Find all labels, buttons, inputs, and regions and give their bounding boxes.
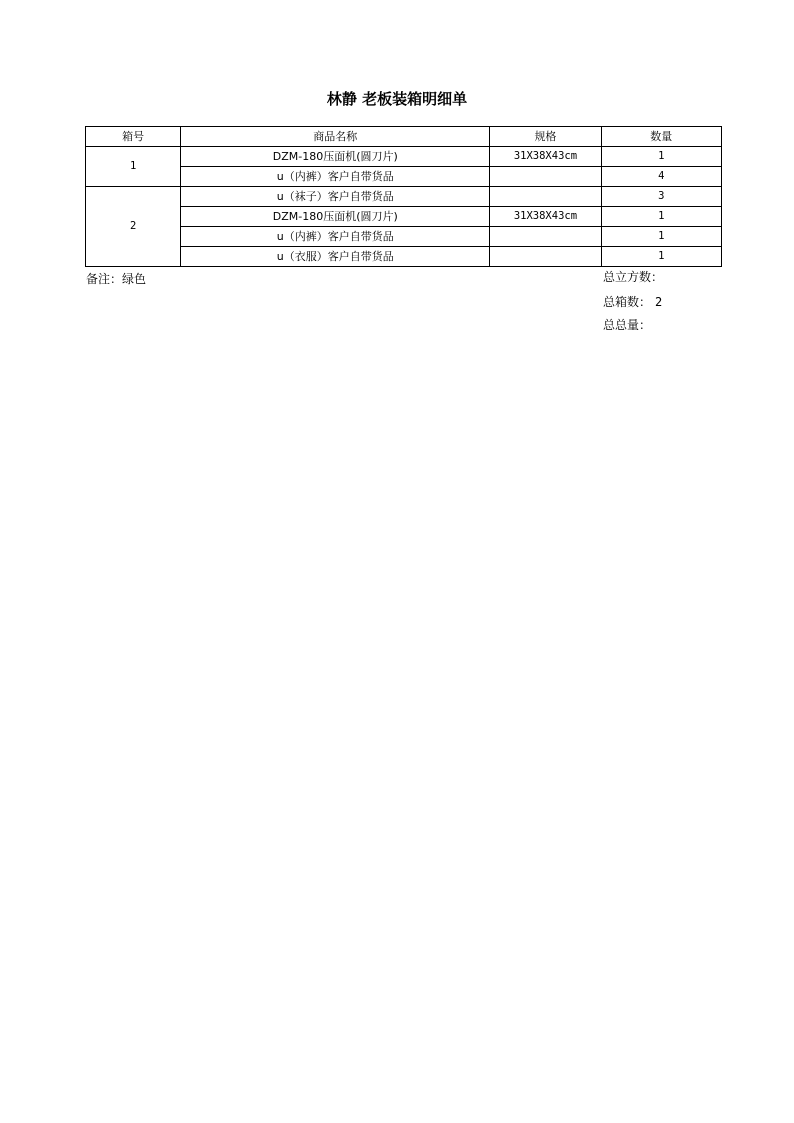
box-number-cell: 1 bbox=[86, 147, 181, 187]
product-name-cell: u（衣服）客户自带货品 bbox=[181, 247, 490, 267]
remark-label: 备注： bbox=[86, 272, 123, 286]
table-row bbox=[86, 207, 722, 227]
spec-cell: 31X38X43cm bbox=[490, 207, 601, 227]
table-row bbox=[86, 247, 722, 267]
packing-list-table bbox=[85, 126, 722, 267]
spec-cell: 31X38X43cm bbox=[490, 147, 601, 167]
spec-cell bbox=[490, 167, 601, 187]
quantity-cell: 1 bbox=[601, 207, 721, 227]
total-boxes-line bbox=[603, 294, 662, 310]
total-boxes-value: 2 bbox=[655, 295, 663, 309]
total-weight-label: 总总量： bbox=[603, 318, 652, 332]
quantity-cell: 1 bbox=[601, 147, 721, 167]
remark-line bbox=[86, 271, 146, 287]
quantity-cell: 3 bbox=[601, 187, 721, 207]
quantity-cell: 1 bbox=[601, 247, 721, 267]
table-row bbox=[86, 187, 722, 207]
quantity-cell: 1 bbox=[601, 227, 721, 247]
box-number-cell: 2 bbox=[86, 187, 181, 267]
document-title: 林静 老板装箱明细单 bbox=[326, 90, 468, 108]
table-row bbox=[86, 227, 722, 247]
remark-value: 绿色 bbox=[122, 272, 147, 286]
product-name-cell: u（内裤）客户自带货品 bbox=[181, 227, 490, 247]
table-header-row bbox=[86, 127, 722, 147]
header-spec: 规格 bbox=[490, 127, 601, 147]
product-name-cell: DZM-180压面机(圆刀片) bbox=[181, 207, 490, 227]
total-weight-line bbox=[603, 317, 655, 333]
header-product-name: 商品名称 bbox=[181, 127, 490, 147]
table-row bbox=[86, 167, 722, 187]
total-volume-label: 总立方数： bbox=[603, 270, 664, 284]
header-box-no: 箱号 bbox=[86, 127, 181, 147]
table-row bbox=[86, 147, 722, 167]
product-name-cell: u（袜子）客户自带货品 bbox=[181, 187, 490, 207]
spec-cell bbox=[490, 187, 601, 207]
header-quantity: 数量 bbox=[601, 127, 721, 147]
product-name-cell: u（内裤）客户自带货品 bbox=[181, 167, 490, 187]
spec-cell bbox=[490, 227, 601, 247]
total-volume-line bbox=[603, 269, 667, 285]
spec-cell bbox=[490, 247, 601, 267]
total-boxes-label: 总箱数： bbox=[603, 295, 652, 309]
quantity-cell: 4 bbox=[601, 167, 721, 187]
product-name-cell: DZM-180压面机(圆刀片) bbox=[181, 147, 490, 167]
